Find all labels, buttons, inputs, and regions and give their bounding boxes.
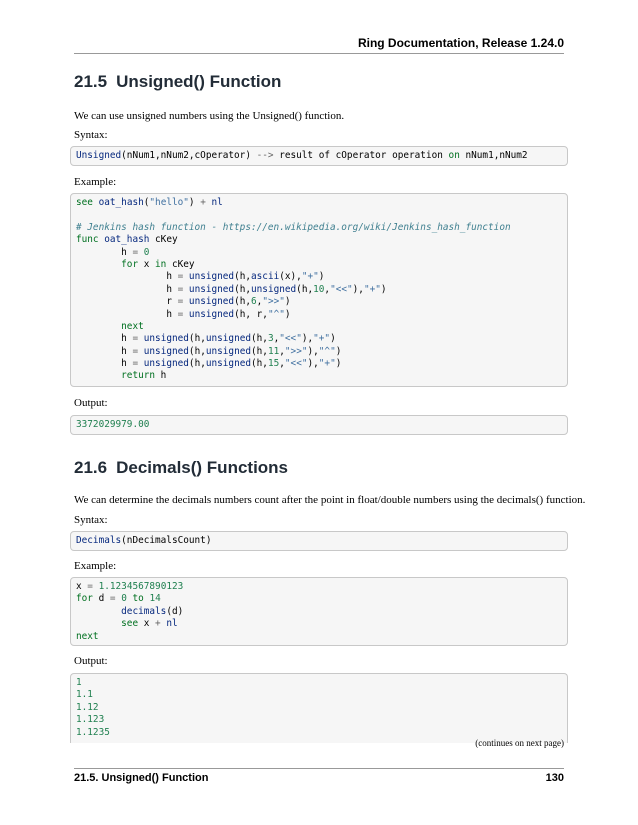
code-line: r = unsigned(h,6,">>") xyxy=(166,296,291,308)
header-rule xyxy=(74,53,564,54)
code-line: Decimals(nDecimalsCount) xyxy=(76,535,212,546)
section-number: 21.6 xyxy=(74,458,108,477)
output-line: 1.1 xyxy=(76,689,93,701)
code-line: h = 0 xyxy=(121,246,150,258)
footer-rule xyxy=(74,768,564,769)
code-line: next xyxy=(121,320,144,332)
footer-section: 21.5. Unsigned() Function xyxy=(74,772,209,784)
code-line: return h xyxy=(121,370,167,382)
running-header: Ring Documentation, Release 1.24.0 xyxy=(357,36,564,50)
code-line: h = unsigned(h,unsigned(h,10,"<<"),"+") xyxy=(166,283,387,295)
code-line: # Jenkins hash function - https://en.wikipedia.org/wiki/Jenkins_hash_function xyxy=(76,221,511,233)
code-line: h = unsigned(h, r,"^") xyxy=(166,308,291,320)
code-line: h = unsigned(h,unsigned(h,15,"<<"),"+") xyxy=(121,358,342,370)
code-line: decimals(d) xyxy=(121,605,184,617)
example-label: Example: xyxy=(74,176,117,188)
output-label: Output: xyxy=(74,655,108,667)
unsigned-example-code xyxy=(70,193,568,387)
code-line: func oat_hash cKey xyxy=(76,234,178,246)
output-line: 1.123 xyxy=(76,714,105,726)
output-line: 1 xyxy=(76,677,82,688)
section-title: Decimals() Functions xyxy=(116,458,289,477)
code-line: next xyxy=(76,630,99,642)
unsigned-syntax-code xyxy=(70,146,568,166)
section-number: 21.5 xyxy=(74,72,108,91)
output-label: Output: xyxy=(74,397,108,409)
section-heading-decimals xyxy=(74,458,288,478)
code-line: x = 1.1234567890123 xyxy=(76,581,184,592)
code-line: h = unsigned(h,unsigned(h,11,">>"),"^") xyxy=(121,345,342,357)
page-number: 130 xyxy=(545,772,564,784)
syntax-label: Syntax: xyxy=(74,514,108,526)
section-heading-unsigned xyxy=(74,72,281,92)
code-line-blank xyxy=(76,209,562,221)
code-line: for x in cKey xyxy=(121,258,195,270)
decimals-syntax-code xyxy=(70,531,568,551)
unsigned-output-code xyxy=(70,415,568,435)
example-label: Example: xyxy=(74,560,117,572)
code-line: h = unsigned(h,unsigned(h,3,"<<"),"+") xyxy=(121,333,336,345)
section-title: Unsigned() Function xyxy=(116,72,282,91)
code-line: h = unsigned(h,ascii(x),"+") xyxy=(166,271,325,283)
decimals-example-code xyxy=(70,577,568,646)
continues-note: (continues on next page) xyxy=(475,738,564,748)
output-line: 1.1235 xyxy=(76,726,110,738)
unsigned-intro: We can use unsigned numbers using the Unsigned() function. xyxy=(74,110,345,122)
code-line: for d = 0 to 14 xyxy=(76,593,161,605)
output-line: 3372029979.00 xyxy=(76,419,150,430)
decimals-output-code xyxy=(70,673,568,743)
output-line: 1.12 xyxy=(76,701,99,713)
syntax-label: Syntax: xyxy=(74,129,108,141)
decimals-intro: We can determine the decimals numbers count after the point in float/double numbers using the decimals() function. xyxy=(74,494,586,506)
code-line: see x + nl xyxy=(121,618,178,630)
code-line: Unsigned(nNum1,nNum2,cOperator) --> result of cOperator operation on nNum1,nNum2 xyxy=(76,150,528,161)
code-line: see oat_hash("hello") + nl xyxy=(76,197,223,208)
